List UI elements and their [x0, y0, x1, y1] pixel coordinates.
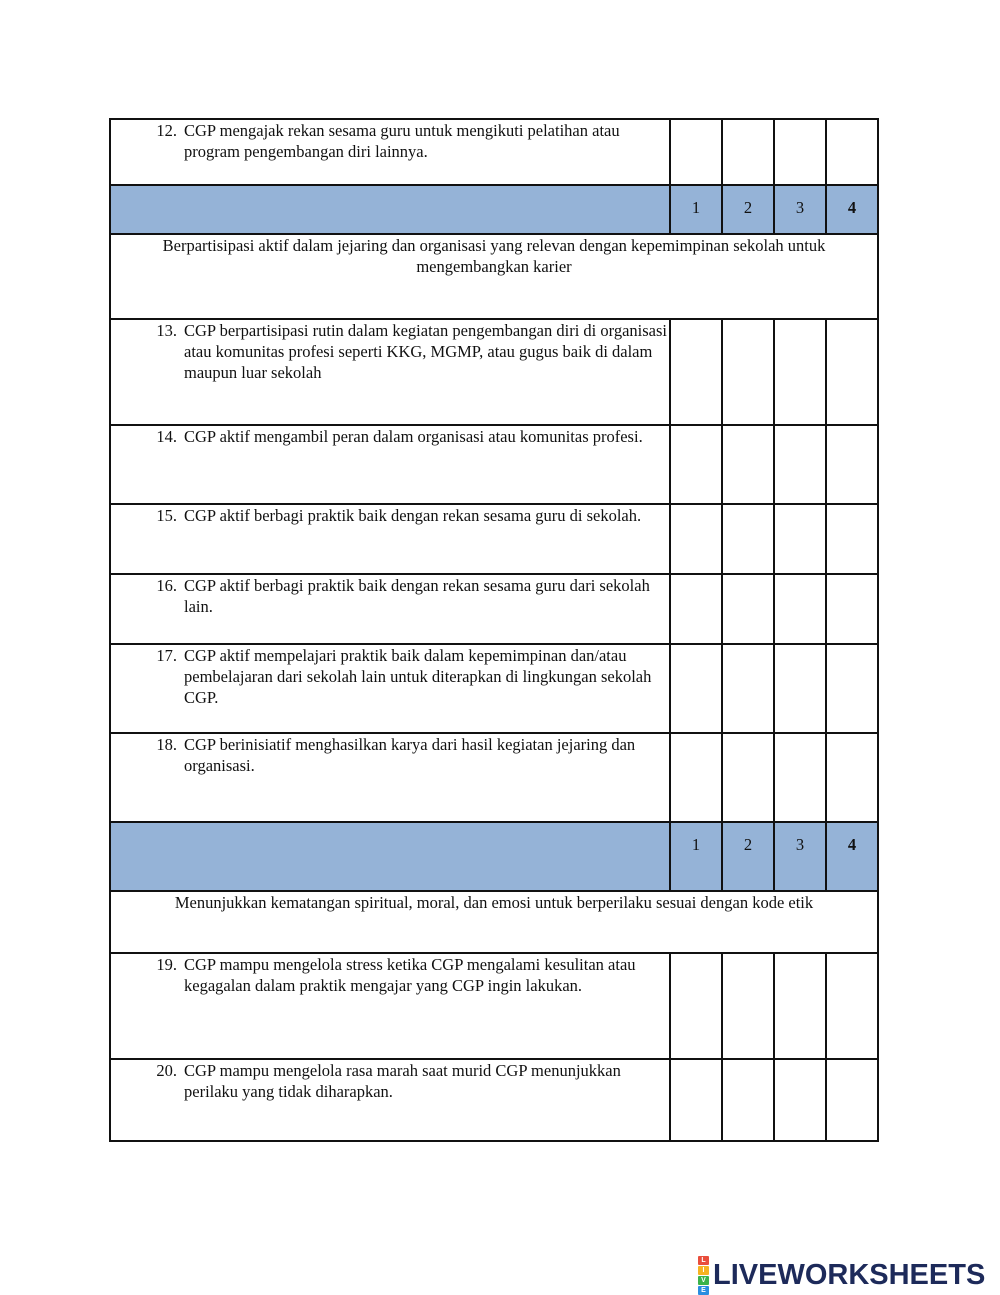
item-number: 17.	[156, 646, 177, 665]
score-cell-2[interactable]	[722, 644, 774, 733]
score-header-2: 2	[722, 185, 774, 234]
score-cell-1[interactable]	[670, 644, 722, 733]
logo-wordmark: LIVEWORKSHEETS	[713, 1259, 986, 1291]
table-row	[110, 425, 878, 504]
score-cell-4[interactable]	[826, 119, 878, 185]
item-text: CGP aktif mempelajari praktik baik dalam kepemimpinan dan/atau pembelajaran dari sekolah lain untuk diterapkan di lingkungan sekolah CGP.	[184, 646, 652, 707]
score-cell-4[interactable]	[826, 574, 878, 644]
item-cell	[110, 504, 670, 574]
score-cell-4[interactable]	[826, 733, 878, 822]
score-cell-4[interactable]	[826, 504, 878, 574]
item-cell	[110, 1059, 670, 1141]
score-cell-4[interactable]	[826, 319, 878, 425]
table-row	[110, 1059, 878, 1141]
logo-blocks-icon	[698, 1256, 709, 1295]
score-cell-4[interactable]	[826, 1059, 878, 1141]
item-cell	[110, 953, 670, 1059]
score-cell-3[interactable]	[774, 119, 826, 185]
rubric-table	[109, 118, 879, 1142]
score-header-3: 3	[774, 185, 826, 234]
item-cell	[110, 733, 670, 822]
item-cell	[110, 425, 670, 504]
table-row	[110, 953, 878, 1059]
score-cell-3[interactable]	[774, 644, 826, 733]
score-cell-4[interactable]	[826, 644, 878, 733]
score-cell-3[interactable]	[774, 953, 826, 1059]
score-cell-1[interactable]	[670, 953, 722, 1059]
score-cell-2[interactable]	[722, 953, 774, 1059]
score-header-3: 3	[774, 822, 826, 891]
score-header-1: 1	[670, 185, 722, 234]
score-cell-4[interactable]	[826, 953, 878, 1059]
score-cell-1[interactable]	[670, 119, 722, 185]
score-cell-3[interactable]	[774, 574, 826, 644]
logo-block: I	[698, 1266, 709, 1275]
score-cell-3[interactable]	[774, 1059, 826, 1141]
item-number: 14.	[156, 427, 177, 446]
score-cell-3[interactable]	[774, 319, 826, 425]
score-header-blank	[110, 185, 670, 234]
item-text: CGP berinisiatif menghasilkan karya dari hasil kegiatan jejaring dan organisasi.	[184, 735, 636, 775]
score-cell-3[interactable]	[774, 733, 826, 822]
score-cell-4[interactable]	[826, 425, 878, 504]
section-title: Berpartisipasi aktif dalam jejaring dan organisasi yang relevan dengan kepemimpinan sekolah untuk mengembangkan karier	[110, 234, 878, 319]
score-cell-1[interactable]	[670, 425, 722, 504]
logo-block: V	[698, 1276, 709, 1285]
score-cell-1[interactable]	[670, 1059, 722, 1141]
score-cell-3[interactable]	[774, 504, 826, 574]
item-number: 13.	[156, 321, 177, 340]
table-row	[110, 504, 878, 574]
score-cell-2[interactable]	[722, 425, 774, 504]
item-text: CGP mampu mengelola rasa marah saat murid CGP menunjukkan perilaku yang tidak diharapkan.	[184, 1061, 621, 1101]
section-title: Menunjukkan kematangan spiritual, moral, dan emosi untuk berperilaku sesuai dengan kode etik	[110, 891, 878, 953]
item-cell	[110, 119, 670, 185]
score-header-1: 1	[670, 822, 722, 891]
item-cell	[110, 319, 670, 425]
score-cell-3[interactable]	[774, 425, 826, 504]
score-header-4: 4	[826, 822, 878, 891]
item-number: 18.	[156, 735, 177, 754]
table-row	[110, 119, 878, 185]
item-number: 12.	[156, 121, 177, 140]
liveworksheets-logo[interactable]	[698, 1256, 985, 1295]
score-cell-1[interactable]	[670, 504, 722, 574]
item-text: CGP mengajak rekan sesama guru untuk mengikuti pelatihan atau program pengembangan diri lainnya.	[184, 121, 620, 161]
logo-block: L	[698, 1256, 709, 1265]
item-number: 20.	[156, 1061, 177, 1080]
item-cell	[110, 644, 670, 733]
score-cell-1[interactable]	[670, 574, 722, 644]
section-title-row	[110, 234, 878, 319]
score-cell-2[interactable]	[722, 119, 774, 185]
score-header-4: 4	[826, 185, 878, 234]
section-title-row	[110, 891, 878, 953]
item-text: CGP berpartisipasi rutin dalam kegiatan pengembangan diri di organisasi atau komunitas profesi seperti KKG, MGMP, atau gugus baik di dalam maupun luar sekolah	[184, 321, 667, 382]
table-row	[110, 574, 878, 644]
score-cell-2[interactable]	[722, 733, 774, 822]
item-number: 16.	[156, 576, 177, 595]
item-number: 15.	[156, 506, 177, 525]
table-row	[110, 644, 878, 733]
score-header-row	[110, 822, 878, 891]
item-text: CGP mampu mengelola stress ketika CGP mengalami kesulitan atau kegagalan dalam praktik mengajar yang CGP ingin lakukan.	[184, 955, 636, 995]
table-row	[110, 733, 878, 822]
score-header-2: 2	[722, 822, 774, 891]
item-text: CGP aktif mengambil peran dalam organisasi atau komunitas profesi.	[184, 427, 643, 446]
score-cell-2[interactable]	[722, 504, 774, 574]
score-cell-2[interactable]	[722, 574, 774, 644]
score-header-blank	[110, 822, 670, 891]
logo-block: E	[698, 1286, 709, 1295]
item-cell	[110, 574, 670, 644]
score-header-row	[110, 185, 878, 234]
score-cell-1[interactable]	[670, 319, 722, 425]
item-text: CGP aktif berbagi praktik baik dengan rekan sesama guru dari sekolah lain.	[184, 576, 650, 616]
item-text: CGP aktif berbagi praktik baik dengan rekan sesama guru di sekolah.	[184, 506, 642, 525]
table-row	[110, 319, 878, 425]
item-number: 19.	[156, 955, 177, 974]
score-cell-2[interactable]	[722, 1059, 774, 1141]
score-cell-2[interactable]	[722, 319, 774, 425]
score-cell-1[interactable]	[670, 733, 722, 822]
